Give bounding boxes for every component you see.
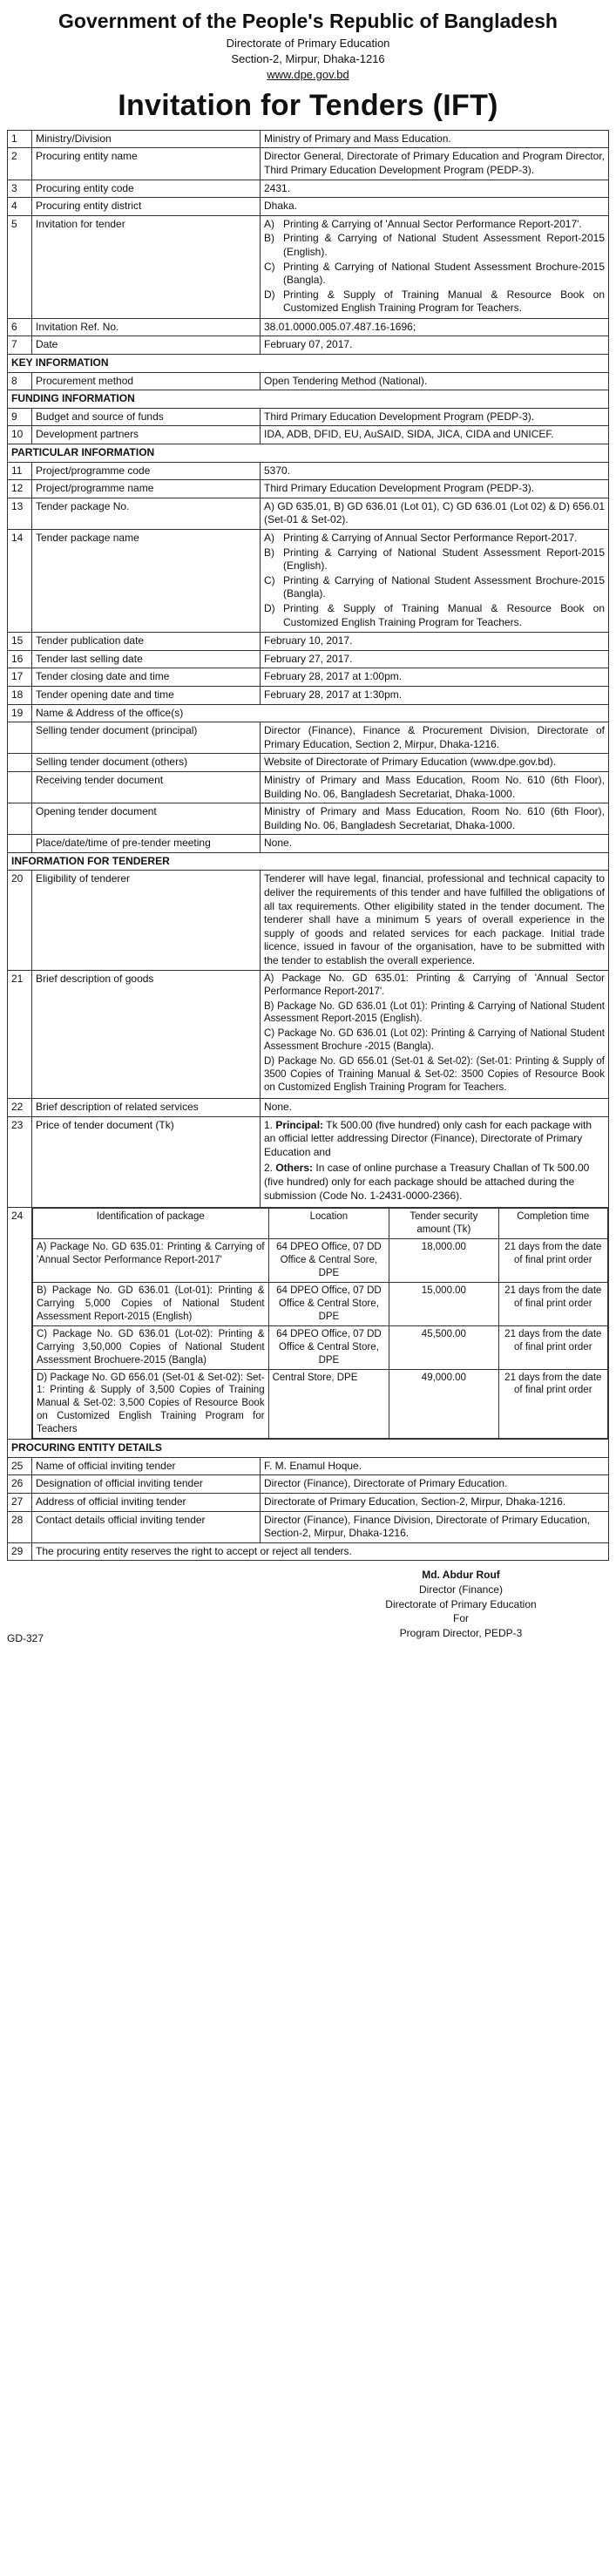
row-label: Name of official inviting tender (32, 1457, 261, 1475)
row-number: 9 (8, 408, 32, 426)
header-completion: Completion time (498, 1209, 607, 1239)
row-value: Director (Finance), Finance Division, Directorate of Primary Education, Section-2, Mirpur, Dhaka-1216. (261, 1511, 609, 1542)
price-label: Principal: (275, 1118, 324, 1131)
row-label: Selling tender document (others) (32, 754, 261, 772)
row-number: 14 (8, 530, 32, 633)
table-row (8, 426, 609, 444)
package-location: 64 DPEO Office, 07 DD Office & Central Store, DPE (268, 1325, 389, 1369)
package-security: 49,000.00 (389, 1369, 498, 1439)
row-label: Project/programme name (32, 480, 261, 498)
list-text: Printing & Carrying of National Student Assessment Report-2015 (English). (283, 232, 605, 258)
row-value: IDA, ADB, DFID, EU, AuSAID, SIDA, JICA, CIDA and UNICEF. (261, 426, 609, 444)
row-number-empty (8, 771, 32, 803)
row-value: Ministry of Primary and Mass Education. (261, 130, 609, 148)
row-value: Director (Finance), Finance & Procurement Division, Directorate of Primary Education, Section 2, Mirpur, Dhaka-1216. (261, 722, 609, 754)
row-value: Third Primary Education Development Program (PEDP-3). (261, 480, 609, 498)
row-label: Opening tender document (32, 803, 261, 835)
row-number: 15 (8, 633, 32, 651)
row-number: 22 (8, 1099, 32, 1117)
row-number: 12 (8, 480, 32, 498)
row-label: Project/programme code (32, 462, 261, 480)
directorate-name: Directorate of Primary Education (226, 36, 390, 50)
package-time: 21 days from the date of final print order (498, 1325, 607, 1369)
list-marker: A) (264, 217, 274, 230)
package-row (33, 1369, 608, 1439)
package-row (33, 1325, 608, 1369)
row-number: 13 (8, 498, 32, 529)
row-value: February 07, 2017. (261, 336, 609, 355)
goods-description: B) Package No. GD 636.01 (Lot 01): Printing & Carrying of National Student Assessment Report-2015 (English). (264, 1000, 605, 1025)
list-item (264, 288, 605, 315)
table-row (8, 1475, 609, 1494)
row-number-empty (8, 722, 32, 754)
row-value: Open Tendering Method (National). (261, 372, 609, 390)
table-row (8, 650, 609, 668)
row-label: Contact details official inviting tender (32, 1511, 261, 1542)
row-label: Designation of official inviting tender (32, 1475, 261, 1494)
row-label: Procuring entity district (32, 198, 261, 216)
list-marker: C) (264, 260, 275, 273)
row-label: Eligibility of tenderer (32, 871, 261, 970)
list-text: Printing & Carrying of National Student Assessment Brochure-2015 (Bangla). (283, 260, 605, 287)
price-lead: 1. (264, 1118, 276, 1131)
row-number: 10 (8, 426, 32, 444)
list-item (264, 232, 605, 259)
list-marker: D) (264, 288, 275, 301)
package-security: 18,000.00 (389, 1239, 498, 1283)
package-location: Central Store, DPE (268, 1369, 389, 1439)
section-heading (8, 444, 609, 463)
row-number: 8 (8, 372, 32, 390)
table-row (8, 480, 609, 498)
table-row (8, 408, 609, 426)
row-label: Invitation Ref. No. (32, 318, 261, 336)
row-number: 19 (8, 704, 32, 722)
row-label: Invitation for tender (32, 215, 261, 318)
list-marker: B) (264, 232, 274, 245)
list-text: Printing & Supply of Training Manual & Resource Book on Customized English Training Program for Teachers. (283, 288, 605, 315)
table-row (8, 148, 609, 180)
row-value: None. (261, 835, 609, 853)
package-header-row (33, 1209, 608, 1239)
list-item (264, 574, 605, 601)
row-number: 28 (8, 1511, 32, 1542)
row-value: 2431. (261, 180, 609, 198)
price-others (264, 1162, 605, 1203)
list-item (264, 261, 605, 288)
package-row (33, 1239, 608, 1283)
row-number: 20 (8, 871, 32, 970)
row-number: 21 (8, 970, 32, 1098)
table-row (8, 318, 609, 336)
table-row (8, 871, 609, 970)
row-label: Brief description of related services (32, 1099, 261, 1117)
row-number: 23 (8, 1116, 32, 1208)
signer-designation: Director (Finance) (418, 1583, 504, 1596)
header-location: Location (268, 1209, 389, 1239)
table-row (8, 1099, 609, 1117)
list-text: Printing & Carrying of Annual Sector Performance Report-2017. (283, 532, 578, 544)
row-number: 29 (8, 1542, 32, 1561)
table-row (8, 771, 609, 803)
row-value: Director (Finance), Directorate of Primary Education. (261, 1475, 609, 1494)
table-row (8, 686, 609, 704)
row-label: Budget and source of funds (32, 408, 261, 426)
row-number-empty (8, 754, 32, 772)
signature-block (348, 1568, 574, 1641)
row-value: A) GD 635.01, B) GD 636.01 (Lot 01), C) GD 636.01 (Lot 02) & D) 656.01 (Set-01 & Set-02). (261, 498, 609, 529)
row-label: Date (32, 336, 261, 355)
table-row (8, 970, 609, 1098)
row-number: 1 (8, 130, 32, 148)
section-heading (8, 355, 609, 373)
row-value: Third Primary Education Development Program (PEDP-3). (261, 408, 609, 426)
table-row (8, 336, 609, 355)
row-value: February 10, 2017. (261, 633, 609, 651)
row-value: February 27, 2017. (261, 650, 609, 668)
row-value: None. (261, 1099, 609, 1117)
row-value: The procuring entity reserves the right to accept or reject all tenders. (32, 1542, 609, 1561)
row-number-empty (8, 835, 32, 853)
row-value: Dhaka. (261, 198, 609, 216)
package-time: 21 days from the date of final print order (498, 1282, 607, 1325)
table-row (8, 835, 609, 853)
row-value: February 28, 2017 at 1:00pm. (261, 668, 609, 687)
row-number: 5 (8, 215, 32, 318)
row-number-empty (8, 803, 32, 835)
signer-for: For (453, 1612, 469, 1625)
row-label: Brief description of goods (32, 970, 261, 1098)
row-value: Director General, Directorate of Primary Education and Program Director, Third Primary Education Development Program (PEDP-3). (261, 148, 609, 180)
row-value: Ministry of Primary and Mass Education, Room No. 610 (6th Floor), Building No. 06, Bangladesh Secretariat, Dhaka-1000. (261, 803, 609, 835)
package-security: 15,000.00 (389, 1282, 498, 1325)
table-row (8, 722, 609, 754)
table-row (8, 704, 609, 722)
gd-code: GD-327 (7, 1632, 44, 1645)
row-value: 38.01.0000.005.07.487.16-1696; (261, 318, 609, 336)
table-row (8, 1208, 609, 1440)
table-row (8, 198, 609, 216)
list-marker: C) (264, 573, 275, 586)
row-label: Tender opening date and time (32, 686, 261, 704)
price-text: Tk 500.00 (five hundred) only cash for each package with an official letter addressing Director (Finance), Directorate of Primary Education and (264, 1118, 592, 1158)
package-id: C) Package No. GD 636.01 (Lot-02): Printing & Carrying 3,50,000 Copies of National Student Assessment Brochuere-2015 (Bangla) (33, 1325, 269, 1369)
row-number: 17 (8, 668, 32, 687)
row-value (261, 530, 609, 633)
goods-description: D) Package No. GD 656.01 (Set-01 & Set-02): (Set-01: Printing & Supply of 3500 Copies of Training Manual & Set-02: 3500 Copies of Resource Book on Customized English Training Program for Teachers. (264, 1056, 605, 1094)
table-row (8, 1542, 609, 1561)
table-row (8, 530, 609, 633)
package-name-list (264, 532, 605, 629)
website-link[interactable]: www.dpe.gov.bd (267, 67, 349, 81)
directorate-address: Section-2, Mirpur, Dhaka-1216 (231, 51, 385, 65)
table-row (8, 1511, 609, 1542)
section-title: PROCURING ENTITY DETAILS (8, 1440, 609, 1458)
row-label: Selling tender document (principal) (32, 722, 261, 754)
row-label: Address of official inviting tender (32, 1494, 261, 1512)
row-label: Tender package name (32, 530, 261, 633)
header-security: Tender security amount (Tk) (389, 1209, 498, 1239)
row-value (261, 970, 609, 1098)
table-row (8, 668, 609, 687)
list-text: Printing & Carrying of 'Annual Sector Performance Report-2017'. (283, 217, 582, 230)
notice-title: Invitation for Tenders (IFT) (118, 88, 498, 122)
row-label: Name & Address of the office(s) (32, 704, 609, 722)
row-number: 2 (8, 148, 32, 180)
section-title: KEY INFORMATION (8, 355, 609, 373)
row-label: Ministry/Division (32, 130, 261, 148)
row-value: Website of Directorate of Primary Education (www.dpe.gov.bd). (261, 754, 609, 772)
row-number: 24 (8, 1208, 32, 1440)
row-number: 27 (8, 1494, 32, 1512)
package-time: 21 days from the date of final print order (498, 1239, 607, 1283)
list-item (264, 546, 605, 573)
section-heading (8, 390, 609, 409)
row-value: February 28, 2017 at 1:30pm. (261, 686, 609, 704)
table-row (8, 754, 609, 772)
section-heading (8, 852, 609, 871)
row-number: 26 (8, 1475, 32, 1494)
header-identification: Identification of package (33, 1209, 269, 1239)
row-value: Tenderer will have legal, financial, professional and technical capacity to deliver the requirements of this tender and have fulfilled the obligations of all tax requirements. Other eligibility stated in the tender document. The tenderer shall have a minimum 5 years of overall experience in the supply of goods and related services for each package. Initial trade licence, issued in favour of the organisation, have to be submitted with the tender to establish the overall experience. (261, 871, 609, 970)
table-row (8, 633, 609, 651)
row-number: 16 (8, 650, 32, 668)
row-label: Place/date/time of pre-tender meeting (32, 835, 261, 853)
row-label: Tender last selling date (32, 650, 261, 668)
row-value: Ministry of Primary and Mass Education, Room No. 610 (6th Floor), Building No. 06, Bangladesh Secretariat, Dhaka-1000. (261, 771, 609, 803)
table-row (8, 1116, 609, 1208)
invitation-list (264, 218, 605, 315)
list-marker: D) (264, 601, 275, 614)
price-text: In case of online purchase a Treasury Challan of Tk 500.00 (five hundred) only for each package should be attached during the submission (Code No. 1-2431-0000-2366). (264, 1162, 590, 1202)
package-id: B) Package No. GD 636.01 (Lot-01): Printing & Carrying 5,000 Copies of National Student Assessment Report-2015 (English) (33, 1282, 269, 1325)
section-title: PARTICULAR INFORMATION (8, 444, 609, 463)
section-heading (8, 1440, 609, 1458)
list-text: Printing & Carrying of National Student Assessment Report-2015 (English). (283, 546, 605, 573)
package-location: 64 DPEO Office, 07 DD Office & Central Sore, DPE (268, 1239, 389, 1283)
row-label: Procuring entity code (32, 180, 261, 198)
list-text: Printing & Supply of Training Manual & Resource Book on Customized English Training Program for Teachers. (283, 601, 605, 628)
row-value (261, 1116, 609, 1208)
price-principal (264, 1119, 605, 1160)
goods-description: A) Package No. GD 635.01: Printing & Carrying of 'Annual Sector Performance Report-2017'. (264, 973, 605, 997)
signer-program: Program Director, PEDP-3 (399, 1626, 523, 1639)
row-number: 3 (8, 180, 32, 198)
ift-table (7, 130, 609, 1562)
list-item (264, 602, 605, 629)
row-number: 4 (8, 198, 32, 216)
row-number: 18 (8, 686, 32, 704)
row-number: 25 (8, 1457, 32, 1475)
package-time: 21 days from the date of final print order (498, 1369, 607, 1439)
table-row (8, 130, 609, 148)
government-title: Government of the People's Republic of Bangladesh (58, 10, 558, 32)
table-row (8, 1494, 609, 1512)
notice-footer (7, 1566, 609, 1653)
row-label: Development partners (32, 426, 261, 444)
row-label: Tender package No. (32, 498, 261, 529)
package-id: A) Package No. GD 635.01: Printing & Carrying of 'Annual Sector Performance Report-2017' (33, 1239, 269, 1283)
package-table-cell (32, 1208, 609, 1440)
list-marker: A) (264, 532, 274, 544)
row-label: Procurement method (32, 372, 261, 390)
row-value: F. M. Enamul Hoque. (261, 1457, 609, 1475)
row-value: 5370. (261, 462, 609, 480)
package-security: 45,500.00 (389, 1325, 498, 1369)
list-item (264, 532, 605, 546)
row-number: 11 (8, 462, 32, 480)
section-title: INFORMATION FOR TENDERER (8, 852, 609, 871)
price-label: Others: (275, 1162, 314, 1175)
package-id: D) Package No. GD 656.01 (Set-01 & Set-02): Set-1: Printing & Supply of 3,500 Copies of Training Manual & Set-02: 3,500 Copies of Resource Book on Customized English Training Program for Teachers (33, 1369, 269, 1439)
signer-name: Md. Abdur Rouf (422, 1569, 500, 1582)
table-row (8, 215, 609, 318)
row-label: Price of tender document (Tk) (32, 1116, 261, 1208)
price-lead: 2. (264, 1162, 276, 1175)
list-item (264, 218, 605, 232)
row-label: Procuring entity name (32, 148, 261, 180)
row-value (261, 215, 609, 318)
row-number: 7 (8, 336, 32, 355)
row-label: Receiving tender document (32, 771, 261, 803)
package-row (33, 1282, 608, 1325)
table-row (8, 498, 609, 529)
row-number: 6 (8, 318, 32, 336)
table-row (8, 1457, 609, 1475)
list-text: Printing & Carrying of National Student Assessment Brochure-2015 (Bangla). (283, 573, 605, 600)
table-row (8, 462, 609, 480)
table-row (8, 180, 609, 198)
notice-header (7, 9, 609, 125)
package-table (32, 1208, 608, 1439)
table-row (8, 372, 609, 390)
row-label: Tender closing date and time (32, 668, 261, 687)
package-location: 64 DPEO Office, 07 DD Office & Central Store, DPE (268, 1282, 389, 1325)
table-row (8, 803, 609, 835)
row-value: Directorate of Primary Education, Section-2, Mirpur, Dhaka-1216. (261, 1494, 609, 1512)
goods-description: C) Package No. GD 636.01 (Lot 02): Printing & Carrying of National Student Assessment Brochure -2015 (Bangla). (264, 1028, 605, 1053)
list-marker: B) (264, 546, 274, 559)
row-label: Tender publication date (32, 633, 261, 651)
section-title: FUNDING INFORMATION (8, 390, 609, 409)
signer-office: Directorate of Primary Education (385, 1597, 537, 1610)
